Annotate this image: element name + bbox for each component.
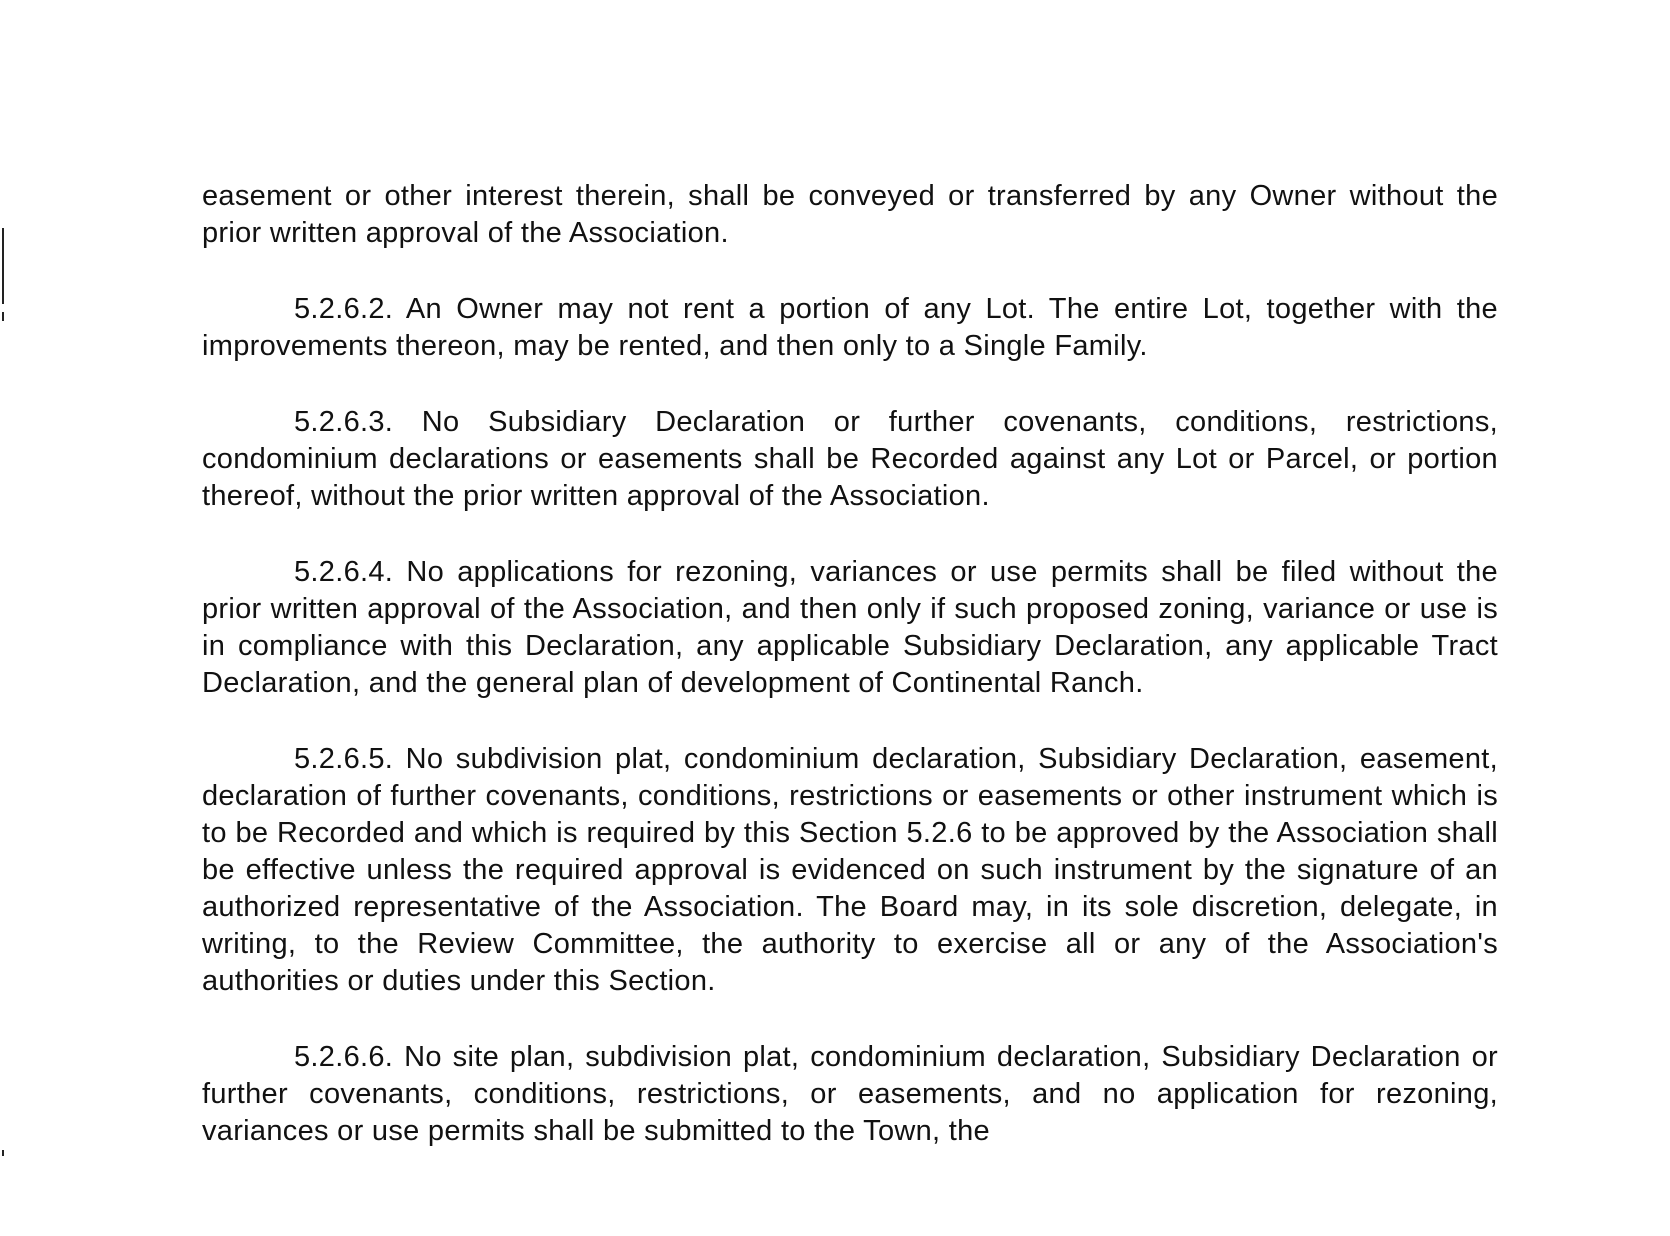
paragraph-5-2-6-6: 5.2.6.6. No site plan, subdivision plat, condominium declaration, Subsidiary Declaration or further covenants, conditions, restrictions, or easements, and no application for rezoning, variances or use permits shall be submitted to the Town, the <box>202 1041 1498 1147</box>
paragraph-continued: easement or other interest therein, shall be conveyed or transferred by any Owner without the prior written approval of the Association. <box>202 180 1498 249</box>
margin-mark-small <box>2 312 4 321</box>
margin-mark-bottom <box>2 1150 4 1156</box>
paragraph-5-2-6-5: 5.2.6.5. No subdivision plat, condominium declaration, Subsidiary Declaration, easement, declaration of further covenants, conditions, restrictions or easements or other instrument which is to be Recorded and which is required by this Section 5.2.6 to be approved by the Association shall be effective unless the required approval is evidenced on such instrument by the signature of an authorized representative of the Association. The Board may, in its sole discretion, delegate, in writing, to the Review Committee, the authority to exercise all or any of the Association's authorities or duties under this Section. <box>202 743 1498 997</box>
paragraph-5-2-6-3: 5.2.6.3. No Subsidiary Declaration or further covenants, conditions, restrictions, condominium declarations or easements shall be Recorded against any Lot or Parcel, or portion thereof, without the prior written approval of the Association. <box>202 406 1498 512</box>
paragraph-5-2-6-2: 5.2.6.2. An Owner may not rent a portion of any Lot. The entire Lot, together with the improvements thereon, may be rented, and then only to a Single Family. <box>202 293 1498 362</box>
document-body <box>202 178 1498 1189</box>
paragraph-5-2-6-4: 5.2.6.4. No applications for rezoning, variances or use permits shall be filed without the prior written approval of the Association, and then only if such proposed zoning, variance or use is in compliance with this Declaration, any applicable Subsidiary Declaration, any applicable Tract Declaration, and the general plan of development of Continental Ranch. <box>202 556 1498 699</box>
margin-mark-top <box>2 228 4 304</box>
